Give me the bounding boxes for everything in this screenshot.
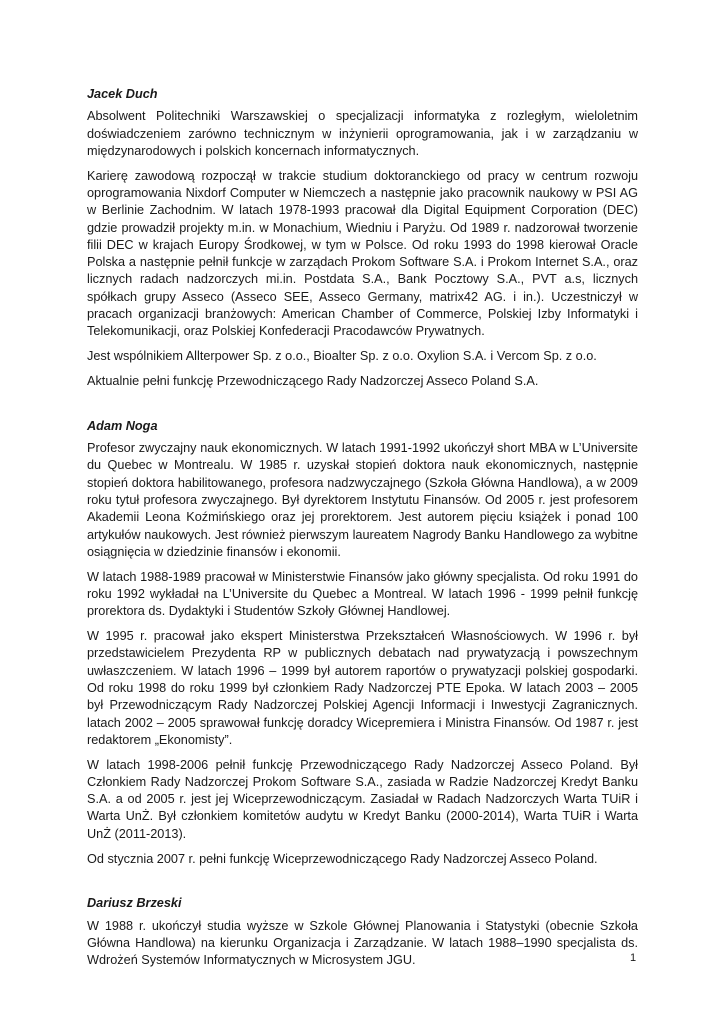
bio-paragraph: Jest wspólnikiem Allterpower Sp. z o.o., Bioalter Sp. z o.o. Oxylion S.A. i Vercom Sp. z o.o. xyxy=(87,349,597,364)
section-spacer xyxy=(87,875,638,895)
bio-paragraph: W latach 1988-1989 pracował w Ministerstwie Finansów jako główny specjalista. Od roku 1991 do roku 1992 wykładał na L’Universite du Quebec a Montreal. W latach 1996 - 1999 pełnił funkcję prorektora ds. Dydaktyki i Studentów Szkoły Głównej Handlowej. xyxy=(87,569,638,619)
bio-section-dariusz-brzeski xyxy=(87,895,638,969)
bio-paragraph: W latach 1998-2006 pełnił funkcję Przewodniczącego Rady Nadzorczej Asseco Poland. Był Członkiem Rady Nadzorczej Prokom Software S.A., zasiada w Radzie Nadzorczej Kredyt Banku S.A. a od 2005 r. jest jej Wiceprzewodniczącym. Zasiadał w Radach Nadzorczych Warta TUiR i Warta UnŻ. Był członkiem komitetów audytu w Kredyt Banku (2000-2014), Warta TUiR i Warta UnŻ (2011-2013). xyxy=(87,757,638,841)
bio-paragraph: Absolwent Politechniki Warszawskiej o specjalizacji informatyka z rozległym, wieloletnim doświadczeniem zarówno technicznym w inżynierii oprogramowania, jak i w zarządzaniu w międzynarodowych i polskich koncernach informatycznych. xyxy=(87,109,638,158)
page-number: 1 xyxy=(630,952,637,964)
bio-paragraph: W 1988 r. ukończył studia wyższe w Szkole Głównej Planowania i Statystyki (obecnie Szkoła Główna Handlowa) na kierunku Organizacja i Zarządzanie. W latach 1988–1990 specjalista ds. Wdrożeń Systemów Informatycznych w Microsystem JGU. xyxy=(87,918,638,968)
bio-section-jacek-duch xyxy=(87,86,638,390)
bio-paragraph: W 1995 r. pracował jako ekspert Ministerstwa Przekształceń Własnościowych. W 1996 r. był przedstawicielem Prezydenta RP w publicznych debatach nad prywatyzacją i powszechnym uwłaszczeniem. W latach 1996 – 1999 był autorem raportów o prywatyzacji polskiej gospodarki. Od roku 1998 do roku 1999 był członkiem Rady Nadzorczej PTE Epoka. W latach 2003 – 2005 był Przewodniczącym Rady Nadzorczej Polskiej Agencji Informacji i Inwestycji Zagranicznych. latach 2002 – 2005 sprawował funkcję doradcy Wicepremiera i Ministra Finansów. Od 1987 r. jest redaktorem „Ekonomisty”. xyxy=(87,629,638,747)
section-spacer xyxy=(87,398,638,418)
bio-paragraph: Karierę zawodową rozpoczął w trakcie studium doktoranckiego od pracy w centrum rozwoju oprogramowania Nixdorf Computer w Niemczech a następnie jako pracownik naukowy w PSI AG w Berlinie Zachodnim. W latach 1978-1993 pracował dla Digital Equipment Corporation (DEC) gdzie prowadził projekty m.in. w Monachium, Wiedniu i Paryżu. Od 1989 r. nadzorował tworzenie filii DEC w krajach Europy Środkowej, w tym w Polsce. Od roku 1993 do 1998 kierował Oracle Polska a następnie pełnił funkcje w zarządach Prokom Software S.A. i Prokom Internet S.A., oraz licznych radach nadzorczych mi.in. Postdata S.A., Bank Pocztowy S.A., PVT a.s, licznych spółkach grupy Asseco (Asseco SEE, Asseco Germany, matrix42 AG. i in.). Uczestniczył w pracach organizacji branżowych: American Chamber of Commerce, Polskiej Izby Informatyki i Telekomunikacji, oraz Polskiej Konfederacji Pracodawców Prywatnych. xyxy=(87,168,638,339)
bio-section-adam-noga xyxy=(87,418,638,868)
bio-paragraph: Profesor zwyczajny nauk ekonomicznych. W latach 1991-1992 ukończył short MBA w L’Universite du Quebec w Montrealu. W 1985 r. uzyskał stopień doktora nauk ekonomicznych, następnie stopień doktora habilitowanego, profesora nadzwyczajnego (Szkoła Główna Handlowa), a w 2009 roku tytuł profesora zwyczajnego. Był dyrektorem Instytutu Finansów. Od 2005 r. jest profesorem Akademii Leona Koźmińskiego oraz jej prorektorem. Jest autorem pięciu książek i ponad 100 artykułów naukowych. Jest również pierwszym laureatem Nagrody Banku Handlowego za wybitne osiągnięcia w dziedzinie finansów i ekonomii. xyxy=(87,441,638,559)
person-name: Adam Noga xyxy=(87,418,158,433)
bio-paragraph: Od stycznia 2007 r. pełni funkcję Wiceprzewodniczącego Rady Nadzorczej Asseco Poland. xyxy=(87,851,598,866)
document-body xyxy=(87,86,638,977)
person-name: Jacek Duch xyxy=(87,87,158,101)
person-name: Dariusz Brzeski xyxy=(87,896,182,911)
bio-paragraph: Aktualnie pełni funkcję Przewodniczącego Rady Nadzorczej Asseco Poland S.A. xyxy=(87,373,539,388)
